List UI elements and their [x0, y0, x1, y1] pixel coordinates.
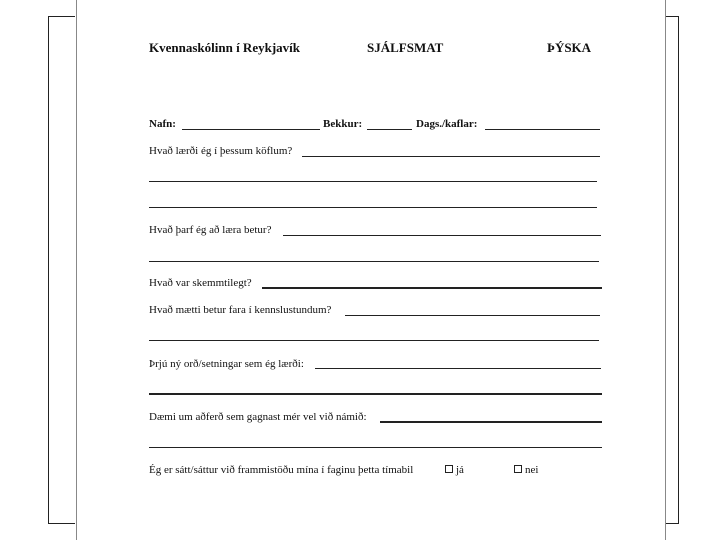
name-field[interactable]	[182, 129, 320, 130]
question-fun: Hvað var skemmtilegt?	[149, 277, 252, 289]
class-label: Bekkur:	[323, 118, 363, 130]
crop-mark	[678, 16, 679, 524]
answer-line[interactable]	[149, 261, 599, 262]
question-new-words: Þrjú ný orð/setningar sem ég lærði:	[149, 358, 304, 370]
crop-mark	[665, 16, 679, 17]
checkbox-icon[interactable]	[445, 465, 453, 473]
crop-mark	[48, 523, 75, 524]
crop-mark	[665, 523, 679, 524]
document-page	[76, 0, 666, 540]
crop-mark	[48, 16, 49, 524]
question-method: Dæmi um aðferð sem gagnast mér vel við námið:	[149, 411, 367, 423]
answer-line[interactable]	[380, 421, 602, 423]
answer-line[interactable]	[149, 181, 597, 182]
date-chapters-field[interactable]	[485, 129, 600, 130]
answer-line[interactable]	[283, 235, 601, 236]
crop-mark	[48, 16, 75, 17]
no-option[interactable]: nei	[514, 464, 538, 476]
answer-line[interactable]	[315, 368, 601, 369]
school-name: Kvennaskólinn í Reykjavík	[149, 40, 300, 55]
answer-line[interactable]	[149, 207, 597, 208]
yes-option[interactable]: já	[445, 464, 464, 476]
satisfaction-statement: Ég er sátt/sáttur við frammistöðu mína í faginu þetta tímabil	[149, 464, 414, 476]
subject-name: ÞÝSKA	[547, 40, 592, 55]
question-learned: Hvað lærði ég í þessum köflum?	[149, 145, 293, 157]
answer-line[interactable]	[149, 447, 602, 448]
answer-line[interactable]	[345, 315, 600, 316]
class-field[interactable]	[367, 129, 412, 130]
form-title: SJÁLFSMAT	[367, 40, 444, 55]
answer-line[interactable]	[302, 156, 600, 157]
checkbox-icon[interactable]	[514, 465, 522, 473]
date-chapters-label: Dags./kaflar:	[416, 118, 478, 130]
name-label: Nafn:	[149, 118, 176, 130]
answer-line[interactable]	[149, 393, 602, 395]
question-classes: Hvað mætti betur fara í kennslustundum?	[149, 304, 332, 316]
answer-line[interactable]	[149, 340, 599, 341]
question-improve: Hvað þarf ég að læra betur?	[149, 224, 272, 236]
answer-line[interactable]	[262, 287, 602, 289]
